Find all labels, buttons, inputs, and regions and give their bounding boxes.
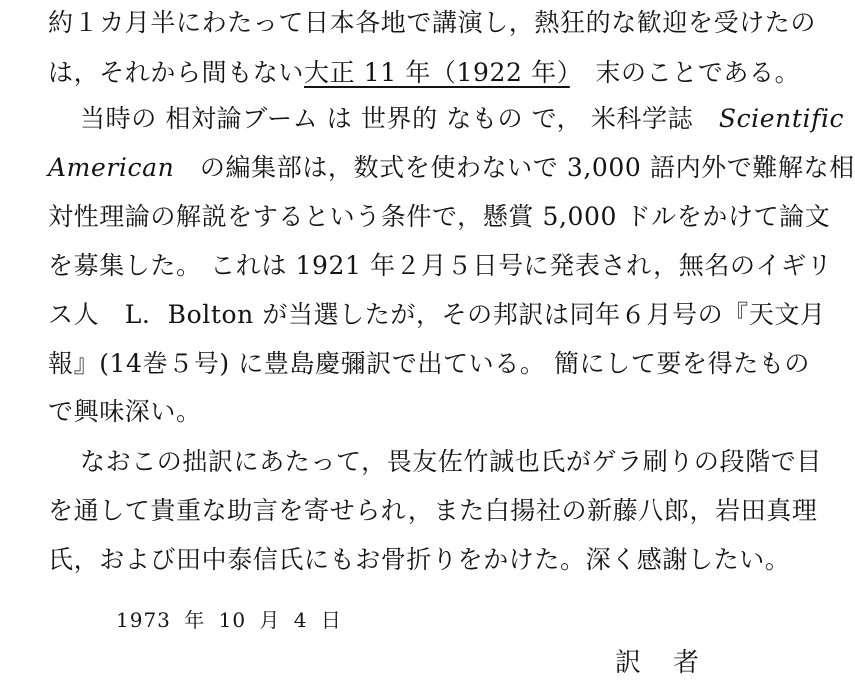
american-italic: American (48, 153, 175, 182)
text-line-3 (80, 102, 844, 136)
line-4-text: の編集部は，数式を使わないで 3,000 語内外で難解な相 (199, 153, 855, 182)
translator-signature: 訳者 (615, 648, 732, 678)
line-10-text: なおこの拙訳にあたって，畏友佐竹誠也氏がゲラ刷りの段階で目 (80, 447, 822, 476)
line-2-text: は，それから間もない (48, 58, 305, 87)
text-line-10 (80, 445, 822, 479)
line-5-text: 対性理論の解説をするという条件で，懸賞 5,000 ドルをかけて論文 (48, 202, 831, 231)
line-2-end-text: 末のことである。 (595, 58, 801, 87)
line-1-text: 約１カ月半にわたって日本各地で講演し，熱狂的な歓迎を受けたの (48, 8, 817, 37)
text-line-9 (48, 395, 202, 429)
text-line-4 (48, 151, 855, 185)
text-line-12 (48, 543, 790, 577)
line-7-text: ス人 L．Bolton が当選したが，その邦訳は同年６月号の『天文月 (48, 300, 826, 329)
text-line-8 (48, 347, 810, 381)
underlined-date-taisho-11: 大正 11 年（1922 年） (304, 58, 570, 87)
text-line-2 (48, 56, 800, 90)
scientific-italic: Scientific (718, 104, 845, 133)
line-11-text: を通して貴重な助言を寄せられ，また白揚社の新藤八郎，岩田真理 (48, 496, 818, 525)
line-3-text: 当時の 相対論ブーム は 世界的 なもの で， 米科学誌 (80, 104, 694, 133)
text-line-1 (48, 6, 816, 40)
text-line-7 (48, 298, 826, 332)
line-9-text: で興味深い。 (48, 397, 202, 426)
line-8-text: 報』(14巻５号) に豊島慶彌訳で出ている。 簡にして要を得たもの (48, 349, 811, 378)
line-6-text: を募集した。 これは 1921 年２月５日号に発表され，無名のイギリ (48, 251, 833, 280)
line-12-text: 氏，および田中泰信氏にもお骨折りをかけた。深く感謝したい。 (48, 545, 791, 574)
text-line-11 (48, 494, 818, 528)
text-line-6 (48, 249, 832, 283)
text-line-5 (48, 200, 830, 234)
afterword-date: 1973 年 10 月 4 日 (116, 608, 342, 632)
